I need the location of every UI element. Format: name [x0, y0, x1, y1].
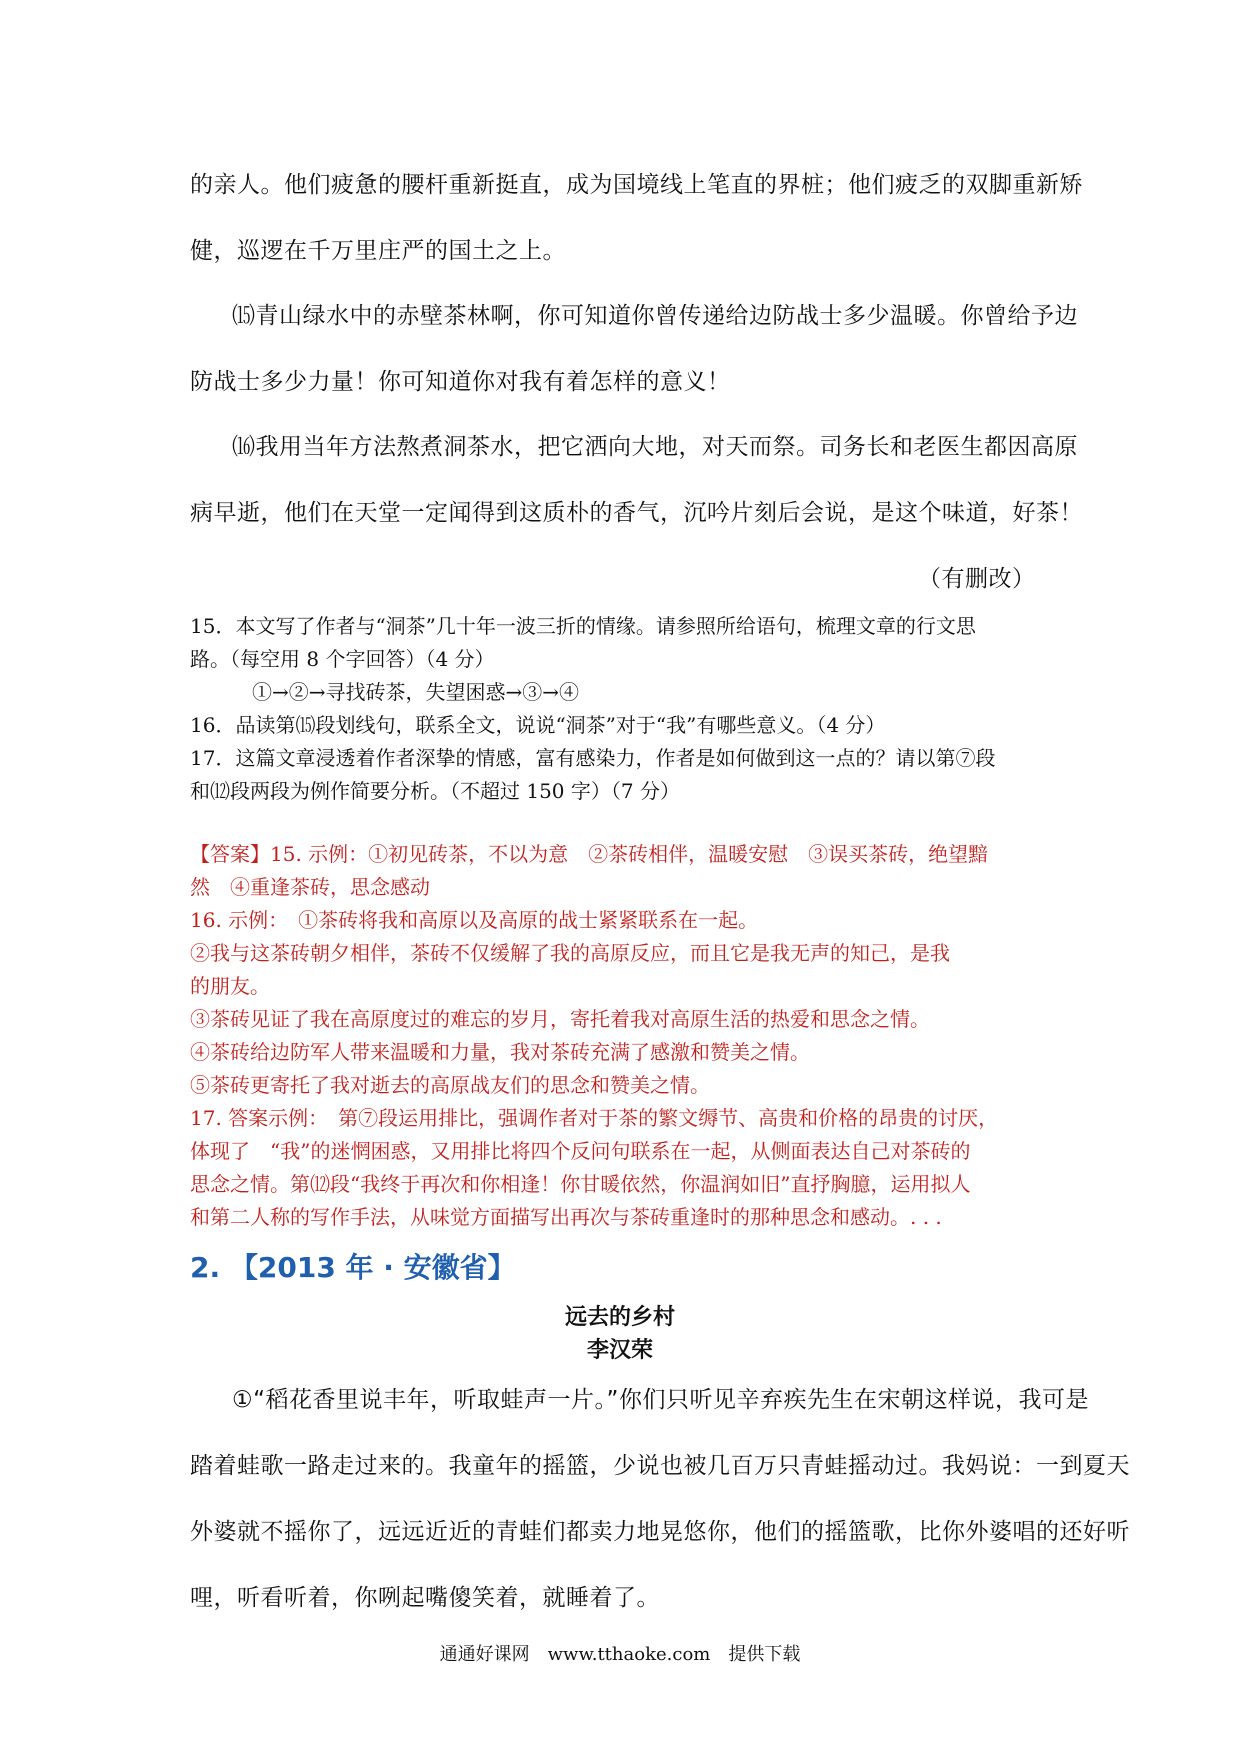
section-heading: 2. 【2013 年 · 安徽省】	[190, 1251, 516, 1284]
passage-line: 的亲人。他们疲惫的腰杆重新挺直，成为国境线上笔直的界桩；他们疲乏的双脚重新矫	[190, 172, 1083, 198]
answer-line: 体现了 “我”的迷惘困惑，又用排比将四个反问句联系在一起，从侧面表达自己对茶砖的	[190, 1139, 971, 1163]
answer-line: 17. 答案示例： 第⑦段运用排比，强调作者对于茶的繁文缛节、高贵和价格的昂贵的讨厌，	[190, 1106, 999, 1130]
passage-line: 哩，听看听着，你咧起嘴傻笑着，就睡着了。	[190, 1585, 660, 1611]
passage-line: 健，巡逻在千万里庄严的国土之上。	[190, 238, 566, 264]
question-line: 和⑿段两段为例作简要分析。（不超过 150 字）（7 分）	[190, 779, 680, 803]
passage-line: ①“稻花香里说丰年，听取蛙声一片。”你们只听见辛弃疾先生在宋朝这样说，我可是	[232, 1387, 1089, 1413]
answer-line: 和第二人称的写作手法，从味觉方面描写出再次与茶砖重逢时的那种思念和感动。. . .	[190, 1205, 942, 1229]
article-title: 远去的乡村	[564, 1305, 675, 1330]
revision-note: （有删改）	[918, 566, 1036, 592]
question-line: 17．这篇文章浸透着作者深挚的情感，富有感染力，作者是如何做到这一点的？请以第⑦段	[190, 746, 996, 770]
passage-line: 踏着蛙歌一路走过来的。我童年的摇篮，少说也被几百万只青蛙摇动过。我妈说：一到夏天	[190, 1453, 1130, 1479]
article-author: 李汉荣	[586, 1338, 653, 1363]
page-footer: 通通好课网 www.tthaoke.com 提供下载	[439, 1644, 801, 1665]
answer-line: ④茶砖给边防军人带来温暖和力量，我对茶砖充满了感激和赞美之情。	[190, 1040, 810, 1064]
passage-line: 防战士多少力量！你可知道你对我有着怎样的意义！	[190, 369, 731, 395]
question-line: ①→②→寻找砖茶，失望困惑→③→④	[252, 680, 580, 704]
question-line: 路。（每空用 8 个字回答）（4 分）	[190, 647, 495, 671]
answer-line: 然 ④重逢茶砖，思念感动	[190, 875, 430, 899]
answer-line: ③茶砖见证了我在高原度过的难忘的岁月，寄托着我对高原生活的热爱和思念之情。	[190, 1007, 930, 1031]
answer-line: 思念之情。第⑿段“我终于再次和你相逢！你甘暖依然，你温润如旧”直抒胸臆，运用拟人	[190, 1172, 971, 1196]
answer-line: 【答案】15. 示例：①初见砖茶，不以为意 ②茶砖相伴，温暖安慰 ③误买茶砖，绝望黯	[190, 842, 989, 866]
passage-line: ⒃我用当年方法熬煮洞茶水，把它洒向大地，对天而祭。司务长和老医生都因高原	[232, 434, 1078, 460]
answer-line: ②我与这茶砖朝夕相伴，茶砖不仅缓解了我的高原反应，而且它是我无声的知己，是我	[190, 941, 950, 965]
passage-line: ⒂青山绿水中的赤壁茶林啊，你可知道你曾传递给边防战士多少温暖。你曾给予边	[232, 303, 1078, 329]
question-line: 15．本文写了作者与“洞茶”几十年一波三折的情缘。请参照所给语句，梳理文章的行文思	[190, 614, 976, 638]
answer-line: 16. 示例： ①茶砖将我和高原以及高原的战士紧紧联系在一起。	[190, 908, 759, 932]
passage-line: 外婆就不摇你了，远远近近的青蛙们都卖力地晃悠你，他们的摇篮歌，比你外婆唱的还好听	[190, 1519, 1130, 1545]
answer-line: ⑤茶砖更寄托了我对逝去的高原战友们的思念和赞美之情。	[190, 1073, 710, 1097]
question-line: 16．品读第⒂段划线句，联系全文，说说“洞茶”对于“我”有哪些意义。（4 分）	[190, 713, 886, 737]
passage-line: 病早逝，他们在天堂一定闻得到这质朴的香气，沉吟片刻后会说，是这个味道，好茶！	[190, 500, 1083, 526]
answer-line: 的朋友。	[190, 974, 270, 998]
